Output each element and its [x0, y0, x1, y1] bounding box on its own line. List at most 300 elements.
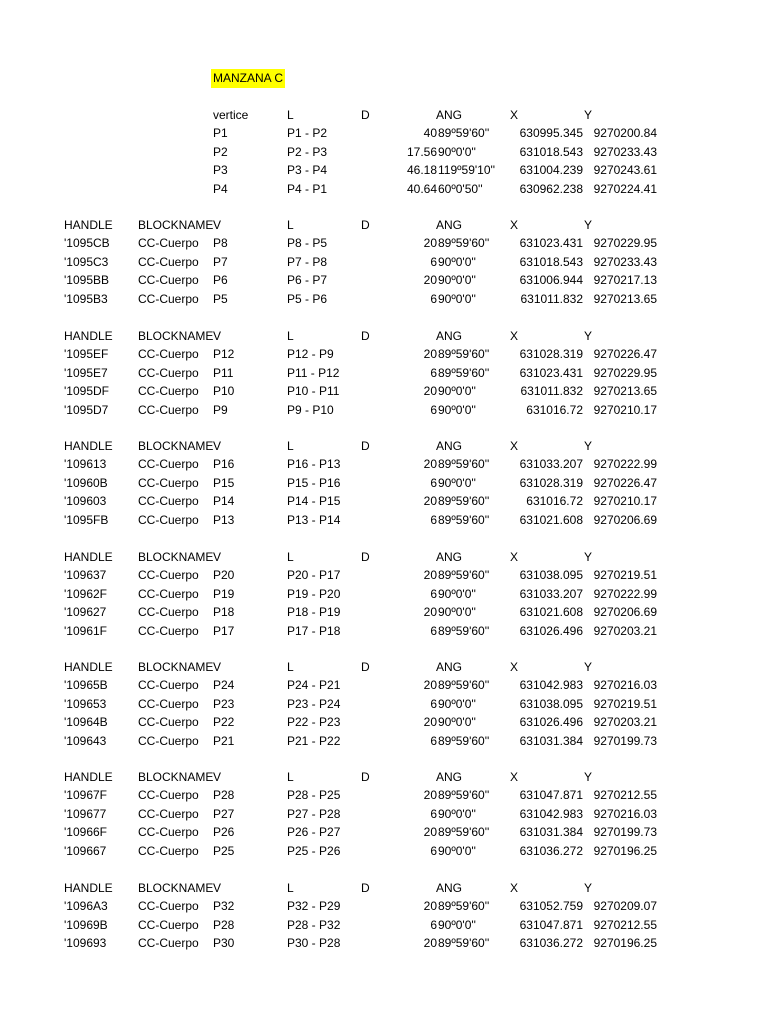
- distance-cell: 17.56: [406, 144, 437, 159]
- header-l: L: [287, 881, 294, 895]
- x-cell: 631042.983: [519, 806, 583, 821]
- table-row: [0, 842, 768, 860]
- vertex-cell: P32: [213, 899, 235, 913]
- y-cell: 9270224.41: [593, 181, 657, 196]
- handle-cell: '10966F: [64, 825, 107, 839]
- x-cell: 631028.319: [519, 347, 583, 361]
- blockname-cell: CC-Cuerpo: [138, 254, 199, 269]
- y-cell: 9270206.69: [593, 512, 657, 527]
- x-cell: 631026.496: [519, 623, 583, 638]
- handle-cell: '1095FB: [64, 512, 109, 527]
- y-cell: 9270219.51: [593, 696, 657, 711]
- table-row: [0, 786, 768, 804]
- blockname-cell: CC-Cuerpo: [138, 917, 199, 932]
- blockname-cell: CC-Cuerpo: [138, 273, 199, 287]
- segment-cell: P1 - P2: [287, 126, 328, 140]
- vertex-cell: P15: [213, 475, 235, 490]
- angle-cell: 89º59'60'': [438, 678, 490, 692]
- x-cell: 631033.207: [519, 586, 583, 601]
- angle-cell: 89º59'60'': [438, 899, 490, 913]
- table-row: [0, 676, 768, 694]
- y-cell: 9270212.55: [593, 788, 657, 802]
- y-cell: 9270200.84: [593, 126, 657, 140]
- header-ang: ANG: [436, 329, 463, 343]
- x-cell: 631038.095: [519, 696, 583, 711]
- header-x: X: [510, 770, 519, 784]
- x-cell: 631023.431: [519, 365, 583, 380]
- header-v: V: [213, 329, 222, 343]
- table-row: [0, 364, 768, 382]
- segment-cell: P10 - P11: [287, 384, 340, 398]
- handle-cell: '1095E7: [64, 365, 108, 380]
- header-v: V: [213, 439, 222, 453]
- angle-cell: 90º0'0'': [438, 715, 476, 729]
- y-cell: 9270226.47: [593, 475, 657, 490]
- block-header-row: [0, 768, 768, 786]
- header-x: X: [510, 660, 519, 674]
- header-blockname: BLOCKNAME: [138, 770, 214, 784]
- header-l: L: [287, 439, 294, 453]
- y-cell: 9270206.69: [593, 605, 657, 619]
- handle-cell: '10960B: [64, 475, 108, 490]
- blockname-cell: CC-Cuerpo: [138, 696, 199, 711]
- vertex-cell: P11: [213, 365, 234, 380]
- distance-cell: 6: [430, 512, 437, 527]
- handle-cell: '109643: [64, 733, 107, 748]
- vertex-cell: P13: [213, 512, 235, 527]
- header-l: L: [287, 550, 294, 564]
- blockname-cell: CC-Cuerpo: [138, 788, 199, 802]
- segment-cell: P24 - P21: [287, 678, 341, 692]
- segment-cell: P28 - P25: [287, 788, 341, 802]
- table-row: [0, 823, 768, 841]
- blockname-cell: CC-Cuerpo: [138, 494, 199, 508]
- blockname-cell: CC-Cuerpo: [138, 586, 199, 601]
- header-y: Y: [584, 550, 593, 564]
- handle-cell: '1095BB: [64, 273, 109, 287]
- angle-cell: 89º59'60'': [438, 623, 490, 638]
- header-x: X: [510, 329, 519, 343]
- vertex-cell: P28: [213, 788, 235, 802]
- x-cell: 631047.871: [519, 788, 583, 802]
- handle-cell: '10961F: [64, 623, 107, 638]
- y-cell: 9270229.95: [593, 365, 657, 380]
- handle-cell: '109677: [64, 806, 107, 821]
- block-header-row: [0, 216, 768, 234]
- header-d: D: [361, 439, 370, 453]
- y-cell: 9270213.65: [593, 291, 657, 306]
- segment-cell: P14 - P15: [287, 494, 341, 508]
- blockname-cell: CC-Cuerpo: [138, 347, 199, 361]
- y-cell: 9270196.25: [593, 843, 657, 858]
- vertex-cell: P7: [213, 254, 228, 269]
- distance-cell: 6: [430, 917, 437, 932]
- x-cell: 631016.72: [526, 494, 583, 508]
- header-blockname: BLOCKNAME: [138, 439, 214, 453]
- x-cell: 631036.272: [519, 936, 583, 950]
- table-row: [0, 253, 768, 271]
- x-cell: 631031.384: [519, 733, 583, 748]
- table-row: [0, 290, 768, 308]
- angle-cell: 90º0'0'': [438, 402, 476, 417]
- header-y: Y: [584, 108, 593, 122]
- block-header-row: [0, 437, 768, 455]
- segment-cell: P19 - P20: [287, 586, 341, 601]
- blockname-cell: CC-Cuerpo: [138, 236, 199, 250]
- angle-cell: 90º0'0'': [438, 475, 476, 490]
- y-cell: 9270203.21: [593, 623, 657, 638]
- x-cell: 631021.608: [519, 512, 583, 527]
- header-y: Y: [584, 881, 593, 895]
- distance-cell: 20: [423, 605, 437, 619]
- handle-cell: '109637: [64, 568, 107, 582]
- blockname-cell: CC-Cuerpo: [138, 843, 199, 858]
- distance-cell: 20: [423, 899, 437, 913]
- segment-cell: P30 - P28: [287, 936, 341, 950]
- segment-cell: P18 - P19: [287, 605, 341, 619]
- header-ang: ANG: [436, 770, 463, 784]
- handle-cell: '1095C3: [64, 254, 109, 269]
- table-row: [0, 585, 768, 603]
- angle-cell: 89º59'60'': [438, 512, 490, 527]
- header-blockname: BLOCKNAME: [138, 550, 214, 564]
- x-cell: 631052.759: [519, 899, 583, 913]
- x-cell: 631011.832: [520, 384, 583, 398]
- y-cell: 9270216.03: [593, 678, 657, 692]
- angle-cell: 90º0'0'': [438, 843, 476, 858]
- distance-cell: 6: [430, 696, 437, 711]
- segment-cell: P27 - P28: [287, 806, 341, 821]
- segment-cell: P7 - P8: [287, 254, 328, 269]
- angle-cell: 89º59'60'': [438, 126, 490, 140]
- table-row: [0, 934, 768, 952]
- header-d: D: [361, 881, 370, 895]
- segment-cell: P9 - P10: [287, 402, 334, 417]
- angle-cell: 119º59'10'': [438, 163, 496, 177]
- header-blockname: BLOCKNAME: [138, 218, 214, 232]
- x-cell: 631023.431: [519, 236, 583, 250]
- distance-cell: 20: [423, 457, 437, 471]
- header-handle: HANDLE: [64, 329, 113, 343]
- segment-cell: P6 - P7: [287, 273, 328, 287]
- handle-cell: '1095D7: [64, 402, 109, 417]
- handle-cell: '1095DF: [64, 384, 109, 398]
- distance-cell: 6: [430, 806, 437, 821]
- segment-cell: P16 - P13: [287, 457, 341, 471]
- angle-cell: 89º59'60'': [438, 457, 490, 471]
- distance-cell: 20: [423, 568, 437, 582]
- vertex-cell: P12: [213, 347, 235, 361]
- segment-cell: P12 - P9: [287, 347, 334, 361]
- table-row: [0, 622, 768, 640]
- handle-cell: '109693: [64, 936, 107, 950]
- handle-cell: '109603: [64, 494, 107, 508]
- vertex-cell: P27: [213, 806, 235, 821]
- x-cell: 631011.832: [520, 291, 583, 306]
- y-cell: 9270226.47: [593, 347, 657, 361]
- vertex-cell: P10: [213, 384, 235, 398]
- header-y: Y: [584, 770, 593, 784]
- table-row: [0, 474, 768, 492]
- distance-cell: 6: [430, 843, 437, 858]
- header-v: V: [213, 550, 222, 564]
- header-v: V: [213, 660, 222, 674]
- distance-cell: 20: [423, 715, 437, 729]
- header-y: Y: [584, 439, 593, 453]
- distance-cell: 20: [423, 936, 437, 950]
- table-row: [0, 492, 768, 510]
- table-row: [0, 271, 768, 289]
- header-ang: ANG: [436, 439, 463, 453]
- header-x: X: [510, 550, 519, 564]
- y-cell: 9270243.61: [593, 163, 657, 177]
- segment-cell: P5 - P6: [287, 291, 328, 306]
- distance-cell: 6: [430, 623, 437, 638]
- angle-cell: 89º59'60'': [438, 494, 490, 508]
- x-cell: 631031.384: [519, 825, 583, 839]
- header-d: D: [361, 329, 370, 343]
- blockname-cell: CC-Cuerpo: [138, 806, 199, 821]
- header-v: V: [213, 881, 222, 895]
- distance-cell: 20: [423, 384, 437, 398]
- handle-cell: '10967F: [64, 788, 107, 802]
- x-cell: 631021.608: [519, 605, 583, 619]
- vertex-cell: P17: [213, 623, 235, 638]
- distance-cell: 6: [430, 733, 437, 748]
- table-row: [0, 695, 768, 713]
- segment-cell: P15 - P16: [287, 475, 341, 490]
- distance-cell: 6: [430, 254, 437, 269]
- distance-cell: 20: [423, 825, 437, 839]
- distance-cell: 20: [423, 347, 437, 361]
- angle-cell: 90º0'0'': [438, 605, 476, 619]
- y-cell: 9270233.43: [593, 144, 657, 159]
- header-ang: ANG: [436, 881, 463, 895]
- segment-cell: P4 - P1: [287, 181, 328, 196]
- angle-cell: 89º59'60'': [438, 236, 490, 250]
- angle-cell: 90º0'0'': [438, 586, 476, 601]
- table-row: [0, 603, 768, 621]
- distance-cell: 6: [430, 291, 437, 306]
- header-d: D: [361, 770, 370, 784]
- x-cell: 631004.239: [519, 163, 583, 177]
- blockname-cell: CC-Cuerpo: [138, 384, 199, 398]
- y-cell: 9270229.95: [593, 236, 657, 250]
- y-cell: 9270203.21: [593, 715, 657, 729]
- x-cell: 631028.319: [519, 475, 583, 490]
- angle-cell: 89º59'60'': [438, 936, 490, 950]
- handle-cell: '109627: [64, 605, 107, 619]
- x-cell: 631018.543: [519, 144, 583, 159]
- header-d: D: [361, 660, 370, 674]
- handle-cell: '109667: [64, 843, 107, 858]
- angle-cell: 90º0'0'': [438, 254, 476, 269]
- y-cell: 9270210.17: [593, 402, 657, 417]
- blockname-cell: CC-Cuerpo: [138, 512, 199, 527]
- blockname-cell: CC-Cuerpo: [138, 678, 199, 692]
- header-ang: ANG: [436, 660, 463, 674]
- vertex-cell: P21: [213, 733, 235, 748]
- segment-cell: P17 - P18: [287, 623, 341, 638]
- vertex-cell: P16: [213, 457, 235, 471]
- header-l: L: [287, 218, 294, 232]
- header-vertice: vertice: [213, 108, 249, 122]
- handle-cell: '1096A3: [64, 899, 108, 913]
- y-cell: 9270196.25: [593, 936, 657, 950]
- handle-cell: '1095B3: [64, 291, 108, 306]
- distance-cell: 6: [430, 402, 437, 417]
- block-header-row: [0, 327, 768, 345]
- angle-cell: 89º59'60'': [438, 365, 490, 380]
- x-cell: 631033.207: [519, 457, 583, 471]
- table-row: [0, 382, 768, 400]
- vertex-cell: P26: [213, 825, 235, 839]
- x-cell: 631038.095: [519, 568, 583, 582]
- x-cell: 631026.496: [519, 715, 583, 729]
- angle-cell: 90º0'0'': [438, 696, 476, 711]
- blockname-cell: CC-Cuerpo: [138, 605, 199, 619]
- distance-cell: 20: [423, 494, 437, 508]
- header-handle: HANDLE: [64, 439, 113, 453]
- angle-cell: 60º0'50'': [438, 181, 483, 196]
- y-cell: 9270233.43: [593, 254, 657, 269]
- blockname-cell: CC-Cuerpo: [138, 568, 199, 582]
- blockname-cell: CC-Cuerpo: [138, 936, 199, 950]
- vertex-cell: P8: [213, 236, 228, 250]
- header-y: Y: [584, 329, 593, 343]
- blockname-cell: CC-Cuerpo: [138, 825, 199, 839]
- y-cell: 9270213.65: [593, 384, 657, 398]
- handle-cell: '10969B: [64, 917, 108, 932]
- angle-cell: 89º59'60'': [438, 825, 490, 839]
- y-cell: 9270199.73: [593, 733, 657, 748]
- segment-cell: P8 - P5: [287, 236, 328, 250]
- y-cell: 9270222.99: [593, 457, 657, 471]
- distance-cell: 46.18: [406, 163, 437, 177]
- x-cell: 631036.272: [519, 843, 583, 858]
- y-cell: 9270217.13: [593, 273, 657, 287]
- handle-cell: '10962F: [64, 586, 107, 601]
- vertex-cell: P18: [213, 605, 235, 619]
- first-table-header: [0, 106, 768, 124]
- vertex-cell: P5: [213, 291, 228, 306]
- vertex-cell: P22: [213, 715, 235, 729]
- header-ang: ANG: [436, 550, 463, 564]
- header-handle: HANDLE: [64, 550, 113, 564]
- header-l: L: [287, 770, 294, 784]
- header-handle: HANDLE: [64, 881, 113, 895]
- sheet-title: MANZANA C: [211, 69, 285, 88]
- segment-cell: P13 - P14: [287, 512, 341, 527]
- distance-cell: 20: [423, 788, 437, 802]
- vertex-cell: P1: [213, 126, 228, 140]
- y-cell: 9270216.03: [593, 806, 657, 821]
- table-row: [0, 566, 768, 584]
- angle-cell: 90º0'0'': [438, 273, 476, 287]
- vertex-cell: P4: [213, 181, 228, 196]
- table-row: [0, 345, 768, 363]
- blockname-cell: CC-Cuerpo: [138, 623, 199, 638]
- header-d: D: [361, 108, 370, 122]
- blockname-cell: CC-Cuerpo: [138, 715, 199, 729]
- table-row: [0, 732, 768, 750]
- blockname-cell: CC-Cuerpo: [138, 475, 199, 490]
- x-cell: 630995.345: [519, 126, 583, 140]
- blockname-cell: CC-Cuerpo: [138, 402, 199, 417]
- header-handle: HANDLE: [64, 660, 113, 674]
- header-x: X: [510, 108, 519, 122]
- segment-cell: P22 - P23: [287, 715, 341, 729]
- vertex-cell: P19: [213, 586, 235, 601]
- header-blockname: BLOCKNAME: [138, 660, 214, 674]
- angle-cell: 89º59'60'': [438, 347, 490, 361]
- x-cell: 631047.871: [519, 917, 583, 932]
- distance-cell: 6: [430, 365, 437, 380]
- header-handle: HANDLE: [64, 770, 113, 784]
- header-y: Y: [584, 218, 593, 232]
- table-row: [0, 805, 768, 823]
- vertex-cell: P6: [213, 273, 228, 287]
- x-cell: 631042.983: [519, 678, 583, 692]
- vertex-cell: P2: [213, 144, 228, 159]
- handle-cell: '109653: [64, 696, 107, 711]
- angle-cell: 90º0'0'': [438, 806, 476, 821]
- header-d: D: [361, 550, 370, 564]
- block-header-row: [0, 548, 768, 566]
- vertex-cell: P3: [213, 163, 228, 177]
- header-blockname: BLOCKNAME: [138, 329, 214, 343]
- header-x: X: [510, 439, 519, 453]
- angle-cell: 90º0'0'': [438, 917, 476, 932]
- header-v: V: [213, 770, 222, 784]
- segment-cell: P2 - P3: [287, 144, 328, 159]
- segment-cell: P28 - P32: [287, 917, 341, 932]
- table-row: [0, 234, 768, 252]
- angle-cell: 90º0'0'': [438, 384, 476, 398]
- distance-cell: 40.64: [406, 181, 437, 196]
- header-x: X: [510, 881, 519, 895]
- table-row: [0, 124, 768, 142]
- handle-cell: '10965B: [64, 678, 108, 692]
- vertex-cell: P25: [213, 843, 235, 858]
- distance-cell: 20: [423, 236, 437, 250]
- blockname-cell: CC-Cuerpo: [138, 457, 199, 471]
- table-row: [0, 897, 768, 915]
- handle-cell: '1095CB: [64, 236, 110, 250]
- vertex-cell: P20: [213, 568, 235, 582]
- x-cell: 630962.238: [519, 181, 583, 196]
- blockname-cell: CC-Cuerpo: [138, 291, 199, 306]
- angle-cell: 90º0'0'': [438, 291, 476, 306]
- y-cell: 9270210.17: [593, 494, 657, 508]
- distance-cell: 6: [430, 475, 437, 490]
- vertex-cell: P28: [213, 917, 235, 932]
- segment-cell: P26 - P27: [287, 825, 341, 839]
- header-l: L: [287, 108, 294, 122]
- x-cell: 631018.543: [519, 254, 583, 269]
- distance-cell: 20: [423, 678, 437, 692]
- segment-cell: P23 - P24: [287, 696, 341, 711]
- x-cell: 631016.72: [526, 402, 583, 417]
- y-cell: 9270222.99: [593, 586, 657, 601]
- header-ang: ANG: [436, 218, 463, 232]
- header-l: L: [287, 329, 294, 343]
- header-handle: HANDLE: [64, 218, 113, 232]
- y-cell: 9270209.07: [593, 899, 657, 913]
- vertex-cell: P24: [213, 678, 235, 692]
- table-row: [0, 455, 768, 473]
- y-cell: 9270212.55: [593, 917, 657, 932]
